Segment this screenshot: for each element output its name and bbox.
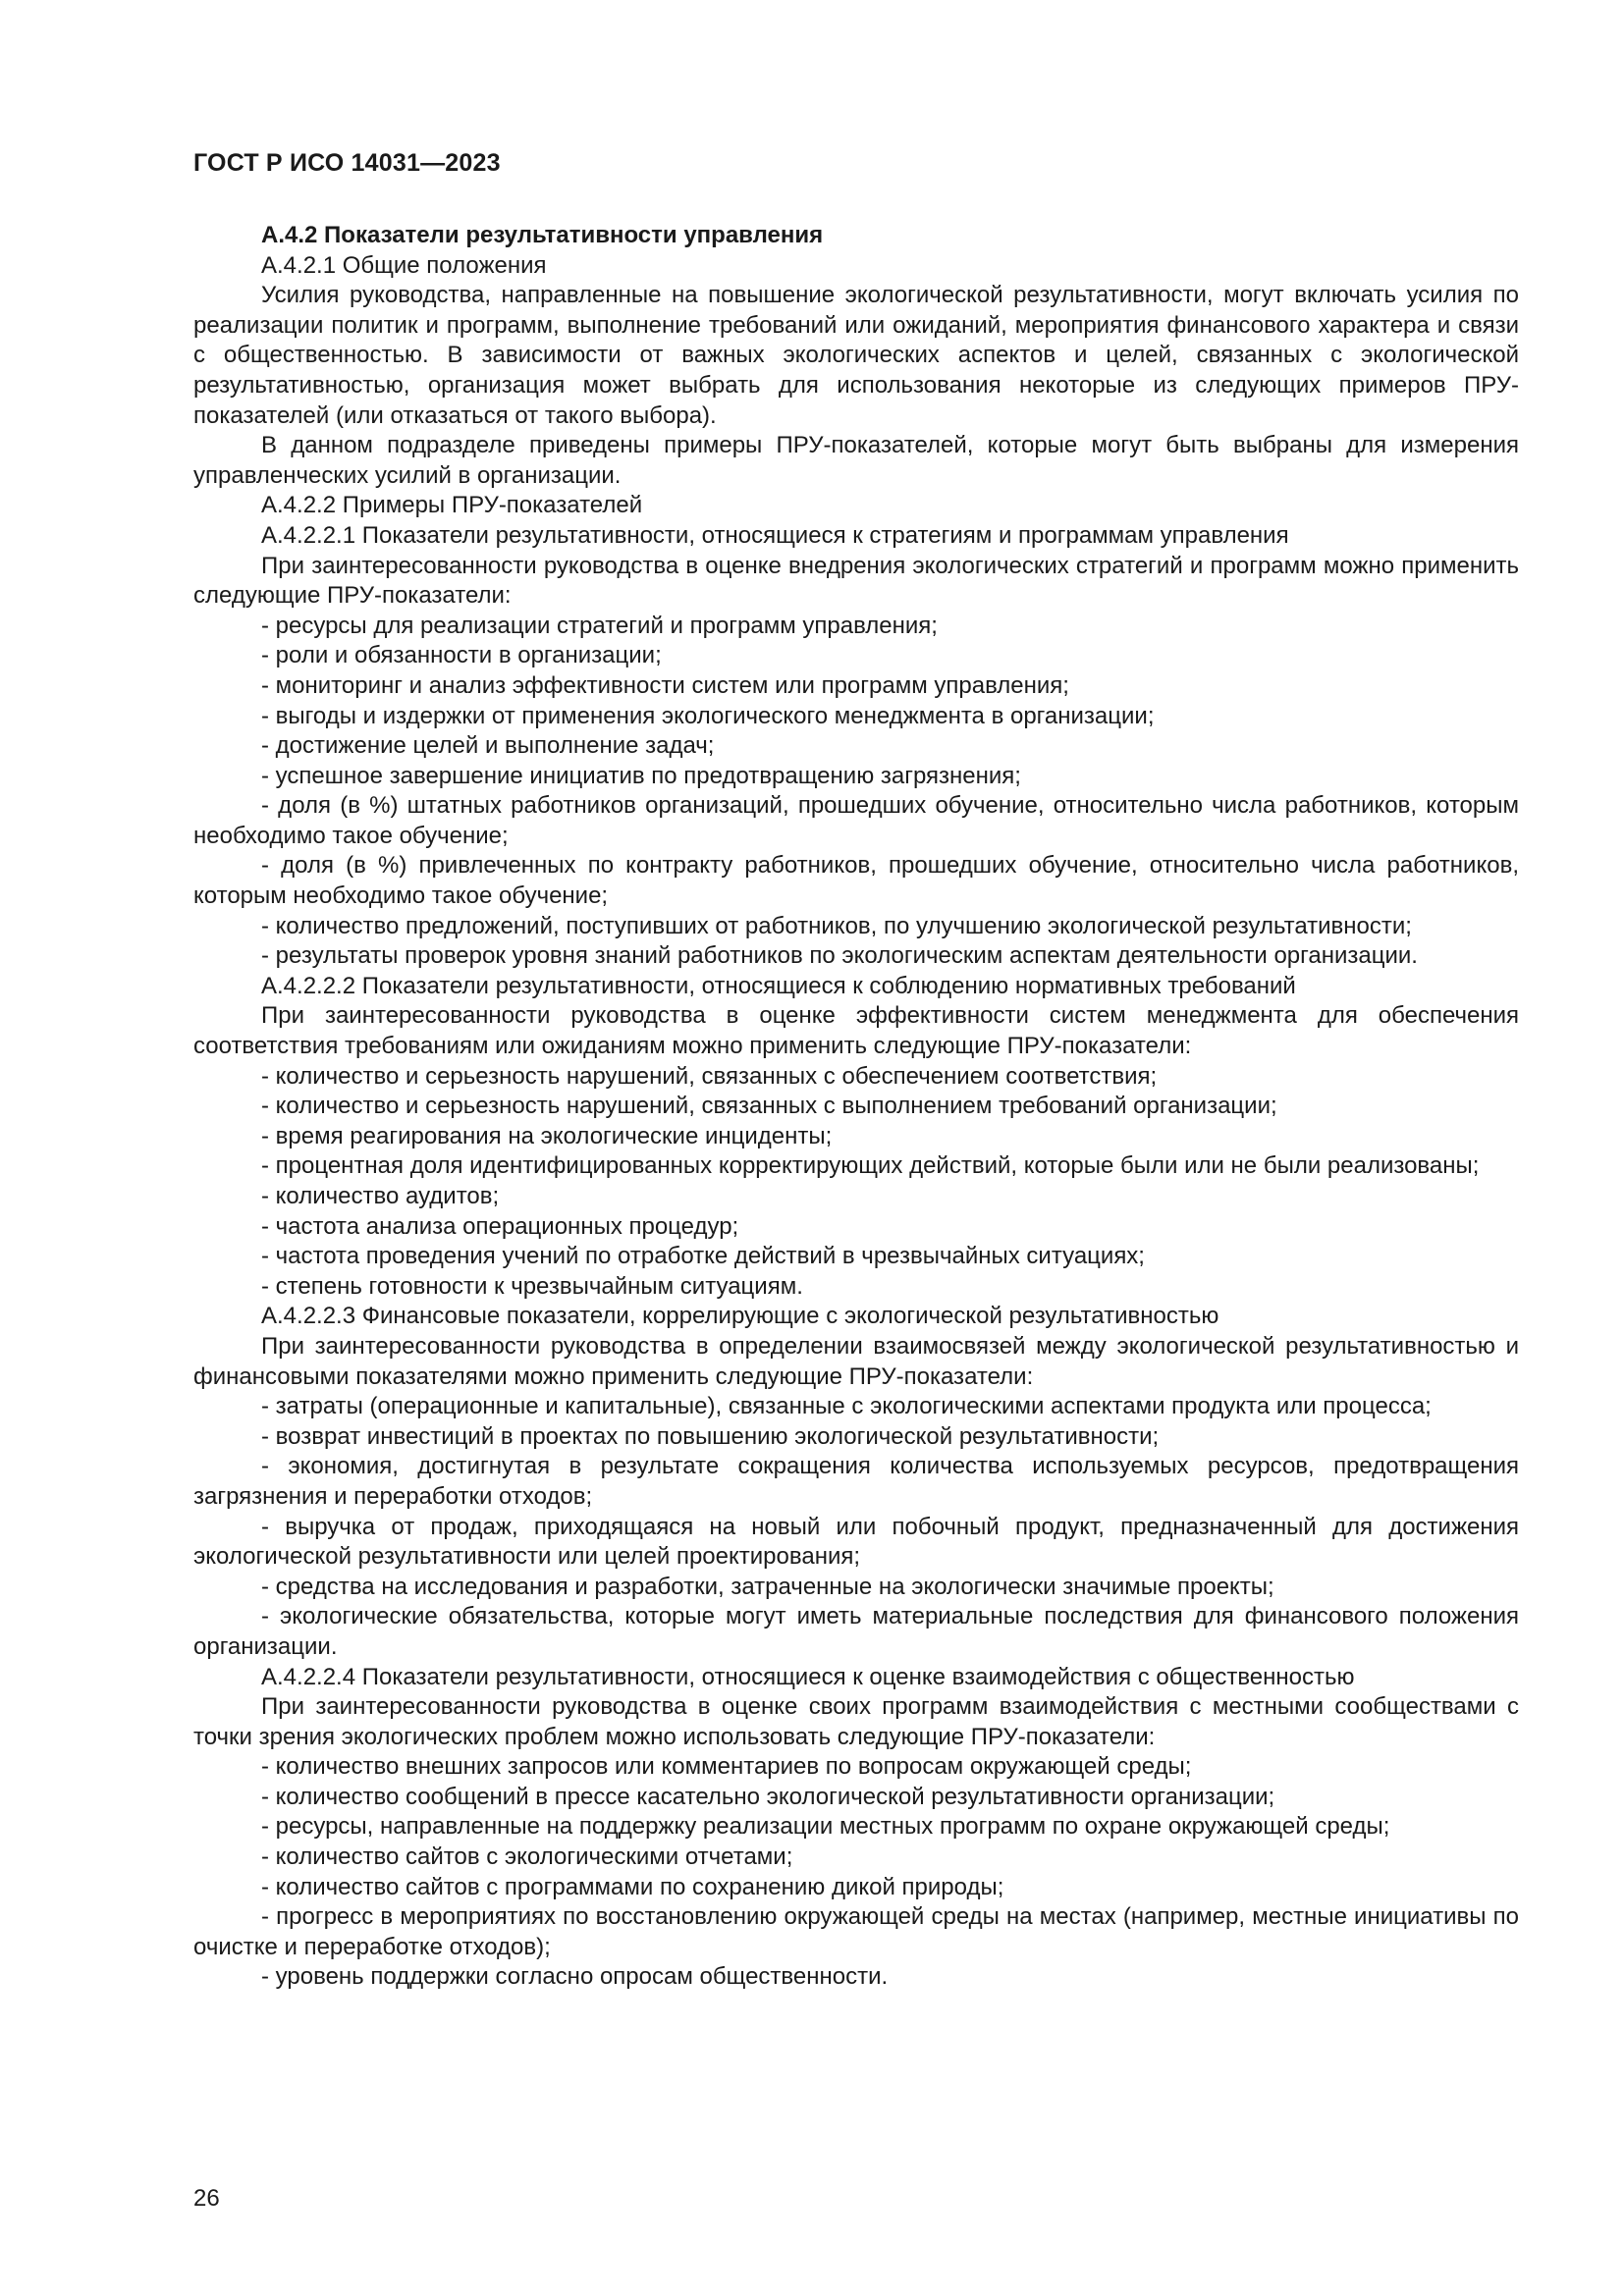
list-item: - ресурсы для реализации стратегий и программ управления; [261, 612, 938, 639]
subsection-heading: А.4.2.2.2 Показатели результативности, относящиеся к соблюдению нормативных требований [261, 972, 1296, 999]
list-item: - результаты проверок уровня знаний работников по экологическим аспектам деятельности организации. [261, 942, 1418, 970]
list-item: - успешное завершение инициатив по предотвращению загрязнения; [261, 762, 1021, 789]
subsection-heading: А.4.2.1 Общие положения [261, 251, 547, 279]
page-number: 26 [193, 2185, 220, 2212]
list-item: - доля (в %) привлеченных по контракту работников, прошедших обучение, относительно числа работников, которым необходимо такое обучение; [193, 852, 1519, 910]
section-heading: А.4.2 Показатели результативности управления [261, 222, 824, 248]
list-item: - затраты (операционные и капитальные), связанные с экологическими аспектами продукта или процесса; [261, 1393, 1432, 1420]
list-item: - уровень поддержки согласно опросам общественности. [261, 1963, 889, 1991]
list-item: - количество предложений, поступивших от работников, по улучшению экологической результативности; [261, 912, 1412, 939]
list-item: - количество сайтов с программами по сохранению дикой природы; [261, 1873, 1004, 1900]
list-item: - количество аудитов; [261, 1183, 500, 1209]
subsection-heading: А.4.2.2.3 Финансовые показатели, коррелирующие с экологической результативностью [261, 1303, 1219, 1330]
paragraph: Усилия руководства, направленные на повышение экологической результативности, могут включать усилия по реализации политик и программ, выполнение требований или ожиданий, мероприятия финансового характера и связи с общественностью. В зависимости от важных экологических аспектов и целей, связанных с экологической результативностью, организация может выбрать для использования некоторые из следующих примеров ПРУ-показателей (или отказаться от такого выбора). [193, 282, 1519, 429]
paragraph: При заинтересованности руководства в оценке своих программ взаимодействия с местными сообществами с точки зрения экологических проблем можно использовать следующие ПРУ-показатели: [193, 1693, 1519, 1750]
list-item: - выгоды и издержки от применения экологического менеджмента в организации; [261, 702, 1155, 729]
list-item: - процентная доля идентифицированных корректирующих действий, которые были или не были реализованы; [261, 1152, 1480, 1180]
list-item: - возврат инвестиций в проектах по повышению экологической результативности; [261, 1422, 1160, 1450]
list-item: - количество и серьезность нарушений, связанных с обеспечением соответствия; [261, 1062, 1158, 1090]
paragraph: В данном подразделе приведены примеры ПРУ-показателей, которые могут быть выбраны для измерения управленческих усилий в организации. [193, 432, 1519, 489]
subsection-heading: А.4.2.2.4 Показатели результативности, относящиеся к оценке взаимодействия с общественностью [261, 1663, 1355, 1690]
list-item: - количество сообщений в прессе касательно экологической результативности организации; [261, 1783, 1275, 1810]
list-item: - частота проведения учений по отработке действий в чрезвычайных ситуациях; [261, 1243, 1145, 1270]
document-header: ГОСТ Р ИСО 14031—2023 [193, 149, 501, 177]
list-item: - экономия, достигнутая в результате сокращения количества используемых ресурсов, предотвращения загрязнения и переработки отходов; [193, 1453, 1519, 1510]
document-body [193, 221, 1519, 1993]
list-item: - достижение целей и выполнение задач; [261, 732, 715, 760]
list-item: - роли и обязанности в организации; [261, 642, 662, 669]
list-item: - степень готовности к чрезвычайным ситуациям. [261, 1272, 803, 1300]
list-item: - количество и серьезность нарушений, связанных с выполнением требований организации; [261, 1093, 1277, 1120]
paragraph: При заинтересованности руководства в определении взаимосвязей между экологической результативностью и финансовыми показателями можно применить следующие ПРУ-показатели: [193, 1332, 1519, 1390]
subsection-heading: А.4.2.2 Примеры ПРУ-показателей [261, 492, 643, 519]
list-item: - ресурсы, направленные на поддержку реализации местных программ по охране окружающей среды; [261, 1813, 1390, 1841]
list-item: - доля (в %) штатных работников организаций, прошедших обучение, относительно числа работников, которым необходимо такое обучение; [193, 792, 1519, 849]
list-item: - средства на исследования и разработки, затраченные на экологически значимые проекты; [261, 1573, 1274, 1600]
list-item: - время реагирования на экологические инциденты; [261, 1122, 833, 1149]
list-item: - выручка от продаж, приходящаяся на новый или побочный продукт, предназначенный для достижения экологической результативности или целей проектирования; [193, 1513, 1519, 1571]
list-item: - количество внешних запросов или комментариев по вопросам окружающей среды; [261, 1753, 1192, 1781]
list-item: - экологические обязательства, которые могут иметь материальные последствия для финансового положения организации. [193, 1603, 1519, 1660]
subsection-heading: А.4.2.2.1 Показатели результативности, относящиеся к стратегиям и программам управления [261, 521, 1289, 549]
list-item: - мониторинг и анализ эффективности систем или программ управления; [261, 671, 1069, 699]
paragraph: При заинтересованности руководства в оценке эффективности систем менеджмента для обеспечения соответствия требованиям или ожиданиям можно применить следующие ПРУ-показатели: [193, 1002, 1519, 1060]
paragraph: При заинтересованности руководства в оценке внедрения экологических стратегий и программ можно применить следующие ПРУ-показатели: [193, 552, 1519, 610]
list-item: - частота анализа операционных процедур; [261, 1212, 739, 1240]
list-item: - количество сайтов с экологическими отчетами; [261, 1843, 793, 1871]
list-item: - прогресс в мероприятиях по восстановлению окружающей среды на местах (например, местные инициативы по очистке и переработке отходов); [193, 1903, 1519, 1960]
